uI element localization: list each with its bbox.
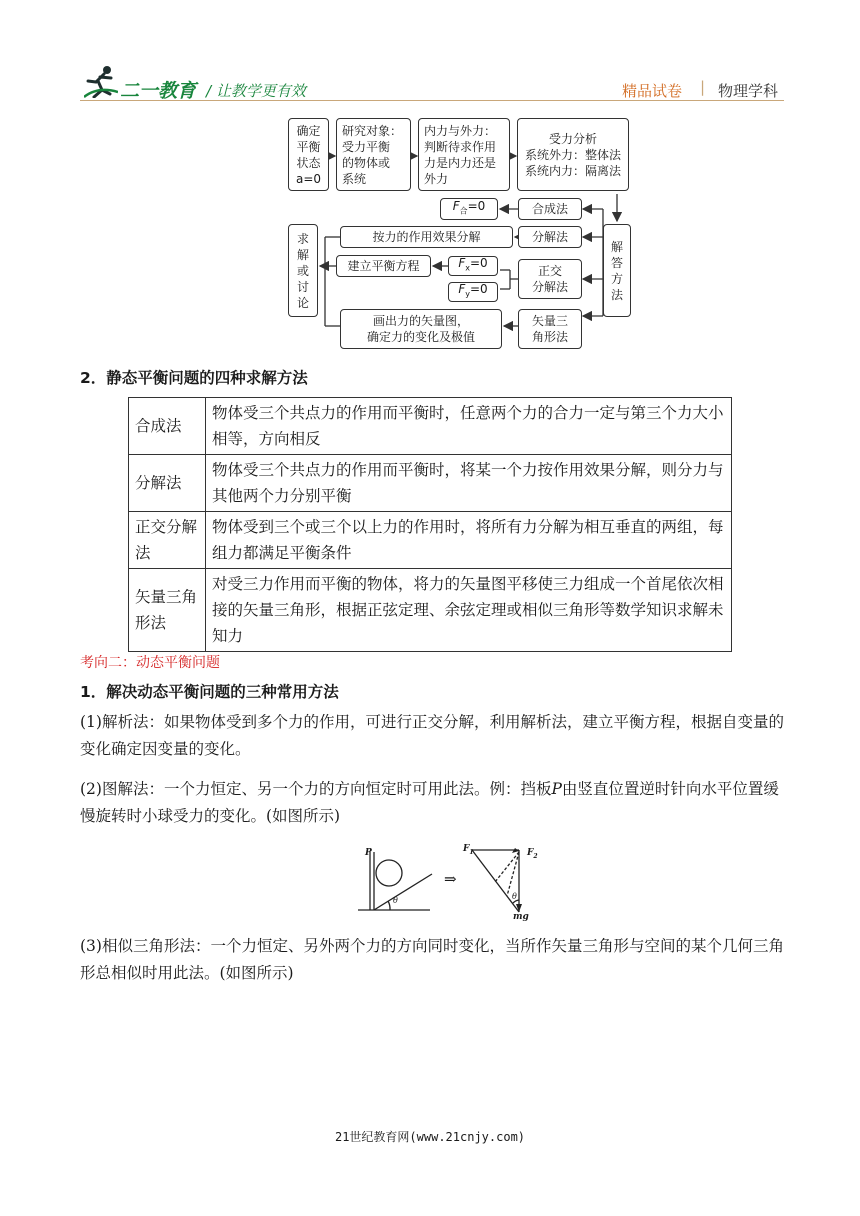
table-row xyxy=(129,455,732,512)
label-theta-right: θ xyxy=(512,892,517,901)
methods-table xyxy=(128,397,732,652)
method-name: 矢量三角形法 xyxy=(129,569,206,652)
method-description: 对受三力作用而平衡的物体，将力的矢量图平移使三力组成一个首尾依次相接的矢量三角形，根据正弦定理、余弦定理或相似三角形等数学知识求解未知力 xyxy=(206,569,732,652)
label-p: P xyxy=(365,848,372,858)
box-solve-or-discuss: 求 解 或 讨 论 xyxy=(288,224,318,317)
label-premium-paper: 精品试卷 xyxy=(622,82,683,100)
method-name: 正交分解法 xyxy=(129,512,206,569)
method-description: 物体受三个共点力的作用而平衡时，任意两个力的合力一定与第三个力大小相等，方向相反 xyxy=(206,398,732,455)
label-f1: $F_1$ xyxy=(463,844,474,856)
header-separator: | xyxy=(700,78,706,96)
method-name: 分解法 xyxy=(129,455,206,512)
box-vector-triangle-method: 矢量三 角形法 xyxy=(518,309,582,349)
section-heading-dynamic-methods: 1．解决动态平衡问题的三种常用方法 xyxy=(80,683,339,701)
table-row xyxy=(129,569,732,652)
label-f2: $F_2$ xyxy=(527,848,538,860)
box-orthogonal-method: 正交 分解法 xyxy=(518,259,582,299)
table-row xyxy=(129,398,732,455)
box-fy-zero: $F_y=0$ xyxy=(448,282,498,302)
box-decomposition-method: 分解法 xyxy=(518,226,582,248)
label-subject: 物理学科 xyxy=(718,82,779,100)
box-force-analysis: 受力分析 系统外力：整体法 系统内力：隔离法 xyxy=(517,118,629,191)
box-determine-equilibrium: 确定 平衡 状态 a=0 xyxy=(288,118,329,191)
section-heading-static-methods: 2．静态平衡问题的四种求解方法 xyxy=(80,369,308,387)
box-decompose-by-effect: 按力的作用效果分解 xyxy=(340,226,513,248)
paragraph-similar-triangle-method: (3)相似三角形法：一个力恒定、另外两个力的方向同时变化，当所作矢量三角形与空间的某个几何三角形总相似时用此法。(如图所示) xyxy=(80,937,784,982)
table-row xyxy=(129,512,732,569)
topic-label: 考向二：动态平衡问题 xyxy=(80,655,220,671)
box-draw-vector-diagram: 画出力的矢量图， 确定力的变化及极值 xyxy=(340,309,502,349)
box-equilibrium-equation: 建立平衡方程 xyxy=(336,255,431,277)
logo-text: 二一教育 xyxy=(120,80,197,102)
page-footer: 21世纪教育网(www.21cnjy.com) xyxy=(334,1130,526,1144)
box-fx-zero: $F_x=0$ xyxy=(448,256,498,276)
box-net-force-zero: $F_合=0$ xyxy=(440,198,498,220)
label-mg: mg xyxy=(513,912,529,922)
paragraph-analytic-method: (1)解析法：如果物体受到多个力的作用，可进行正交分解，利用解析法，建立平衡方程，根据自变量的变化确定因变量的变化。 xyxy=(80,713,784,758)
box-internal-external-force: 内力与外力： 判断待求作用 力是内力还是 外力 xyxy=(418,118,510,191)
label-theta-left: θ xyxy=(393,896,398,905)
method-description: 物体受三个共点力的作用而平衡时，将某一个力按作用效果分解，则分力与其他两个力分别平衡 xyxy=(206,455,732,512)
paragraph-graphic-method: (2)图解法：一个力恒定、另一个力的方向恒定时可用此法。例：挡板P由竖直位置逆时针向水平位置缓慢旋转时小球受力的变化。(如图所示) xyxy=(80,780,779,825)
method-description: 物体受到三个或三个以上力的作用时，将所有力分解为相互垂直的两组，每组力都满足平衡条件 xyxy=(206,512,732,569)
box-research-object: 研究对象： 受力平衡 的物体或 系统 xyxy=(336,118,411,191)
box-solution-method: 解 答 方 法 xyxy=(603,224,631,317)
method-name: 合成法 xyxy=(129,398,206,455)
slogan: / 让教学更有效 xyxy=(206,82,306,100)
box-composition-method: 合成法 xyxy=(518,198,582,220)
implies-arrow: ⇒ xyxy=(444,870,457,888)
